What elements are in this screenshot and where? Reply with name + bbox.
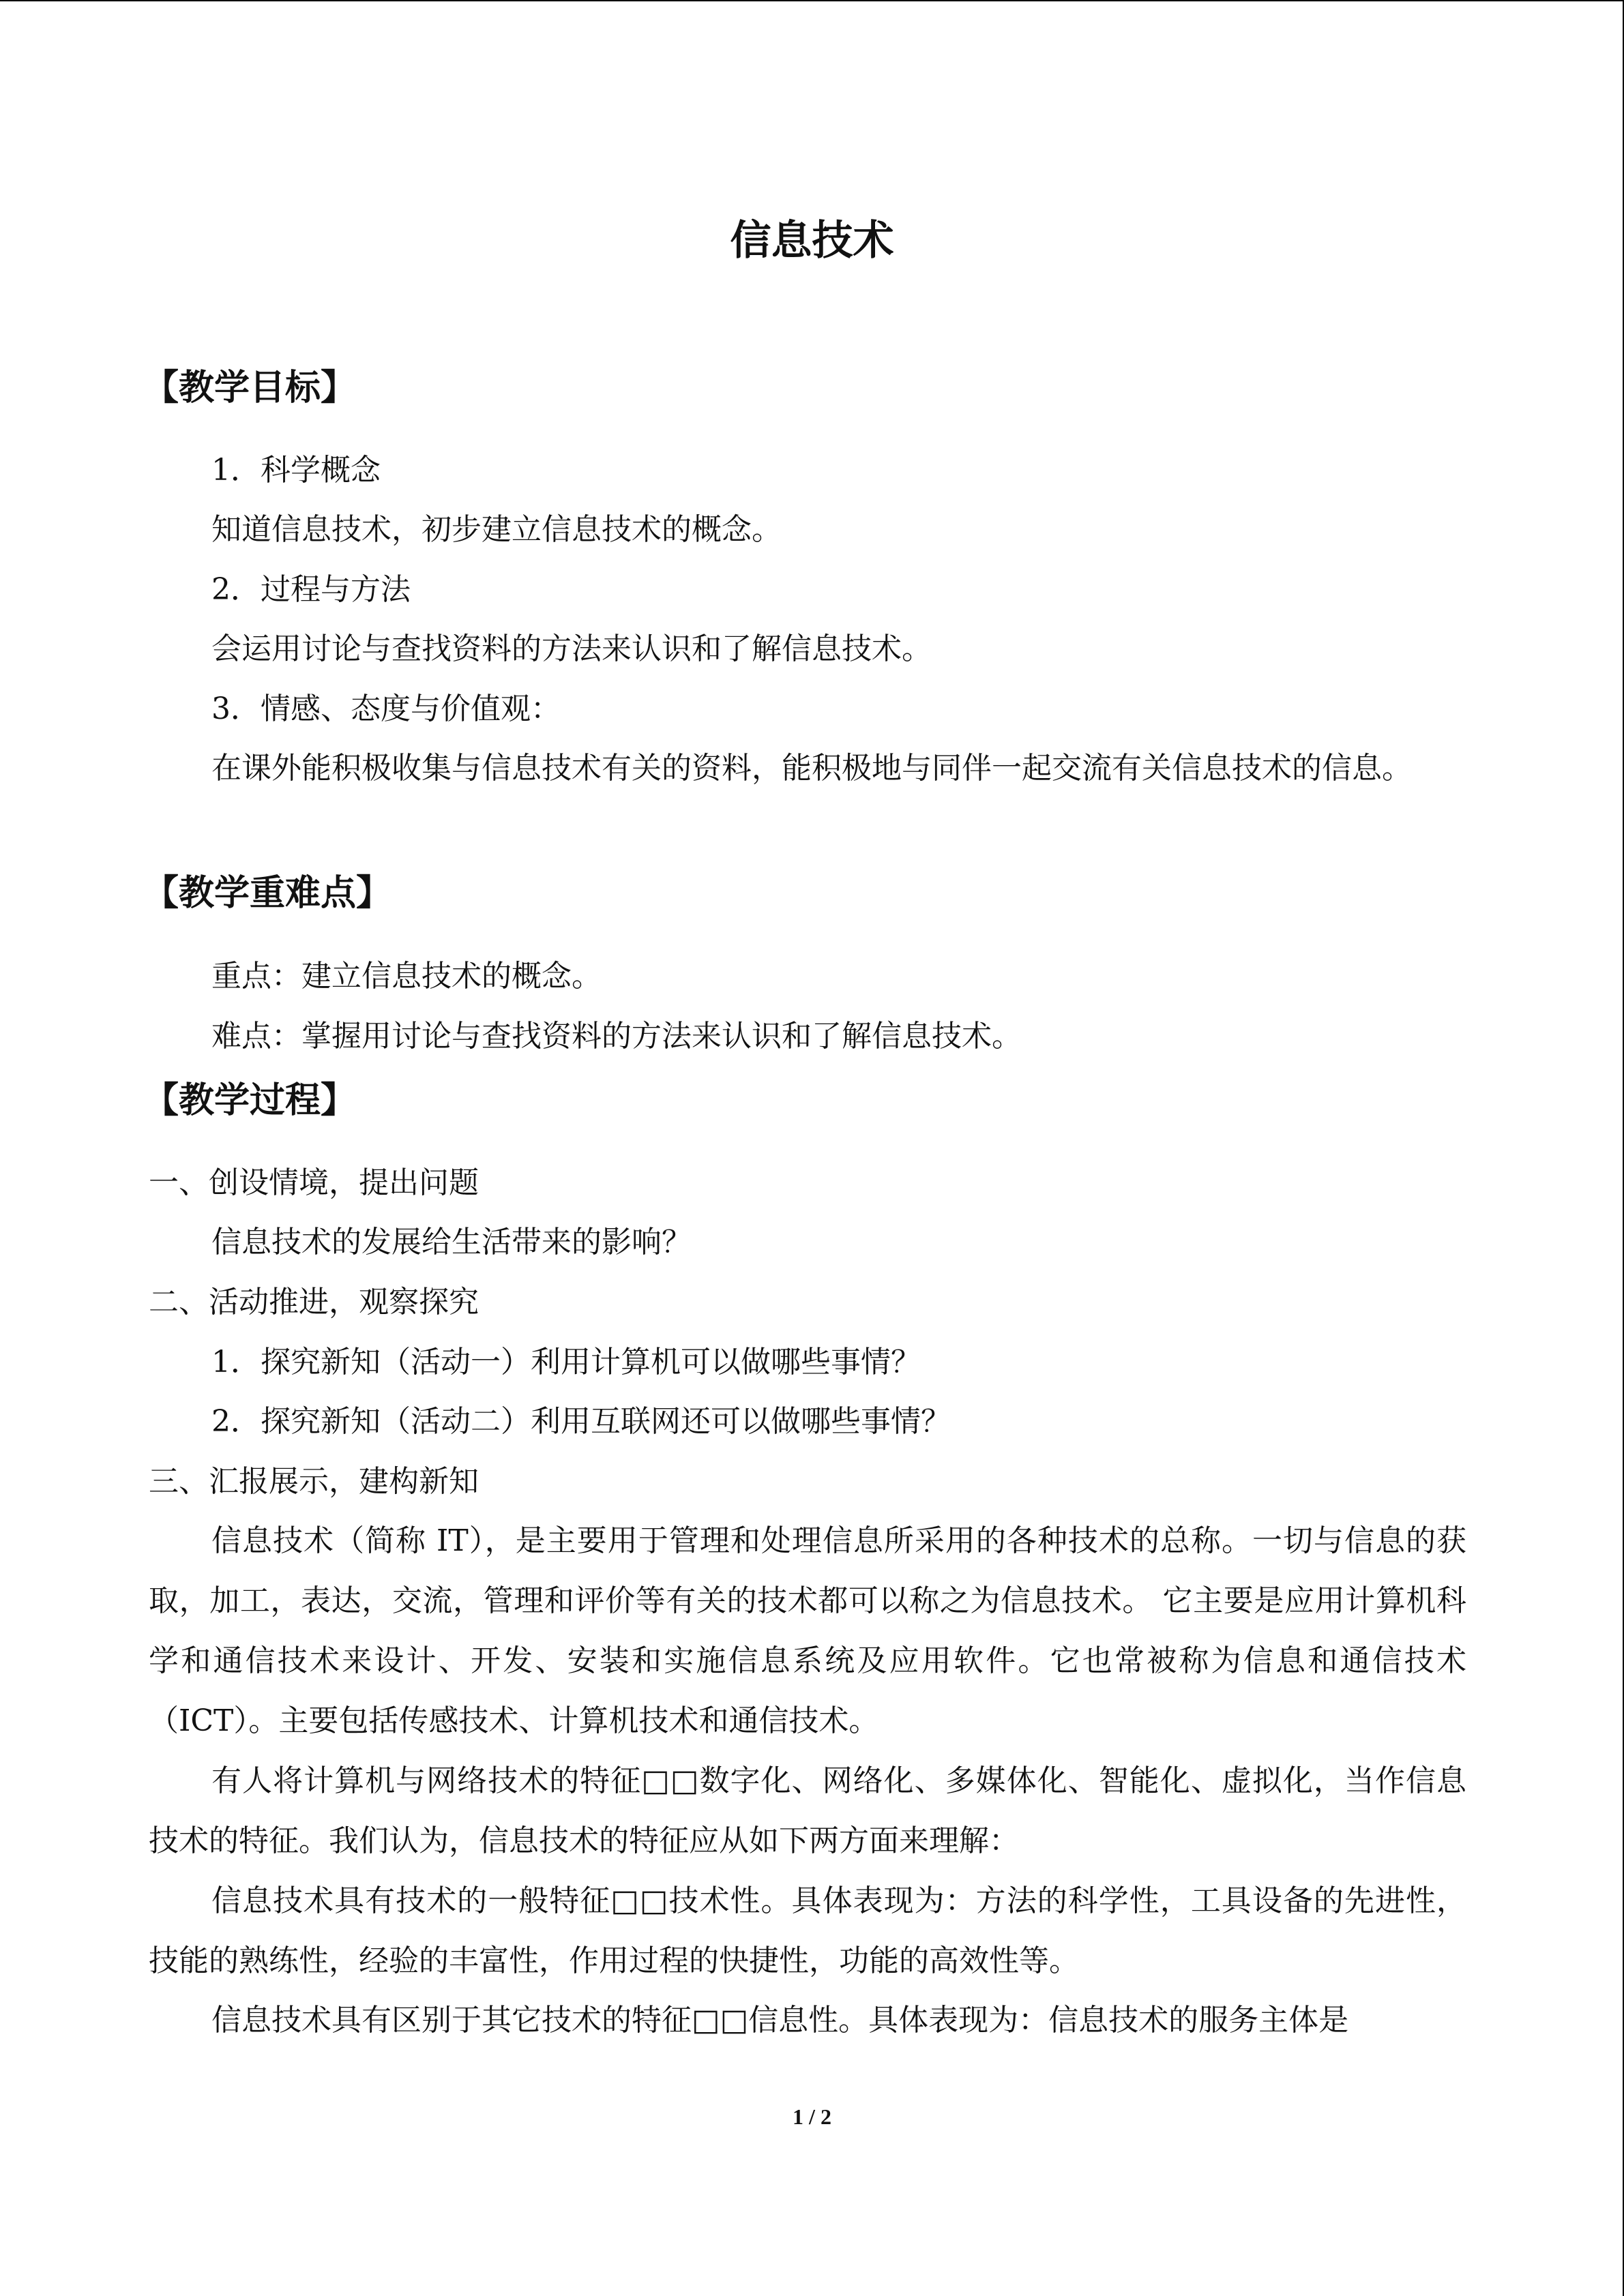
activity-2-text: 2．探究新知（活动二）利用互联网还可以做哪些事情？ [211,1404,951,1439]
section-1-text: 信息技术的发展给生活带来的影响？ [211,1225,692,1259]
paragraph-it-features: 有人将计算机与网络技术的特征□□数字化、网络化、多媒体化、智能化、虚拟化，当作信息技术的特征。我们认为，信息技术的特征应从如下两方面来理解： [149,1763,1466,1858]
paragraph-information-features: 信息技术具有区别于其它技术的特征□□信息性。具体表现为：信息技术的服务主体是 [211,2003,1349,2038]
document-title: 信息技术 [730,217,894,265]
heading-key-points: 【教学重难点】 [143,873,392,914]
difficult-point-text: 难点：掌握用讨论与查找资料的方法来认识和了解信息技术。 [211,1019,1022,1054]
heading-objectives: 【教学目标】 [143,368,357,408]
objective-2-title: 2．过程与方法 [211,572,411,607]
key-point-text: 重点：建立信息技术的概念。 [211,959,602,994]
objective-3-text: 在课外能积极收集与信息技术有关的资料，能积极地与同伴一起交流有关信息技术的信息。 [211,751,1412,786]
objective-2-text: 会运用讨论与查找资料的方法来认识和了解信息技术。 [211,631,932,666]
section-3-title: 三、汇报展示，建构新知 [149,1464,479,1499]
paragraph-it-definition: 信息技术（简称 IT），是主要用于管理和处理信息所采用的各种技术的总称。一切与信息的获取，加工，表达，交流，管理和评价等有关的技术都可以称之为信息技术。 它主要是应用计算机科学和通信技术来设计、开发、安装和实施信息系统及应用软件。它也常被称为信息和通信技术（ICT）。主要包括传感技术、计算机技术和通信技术。 [149,1523,1466,1738]
paragraph-technical-features: 信息技术具有技术的一般特征□□技术性。具体表现为：方法的科学性，工具设备的先进性，技能的熟练性，经验的丰富性，作用过程的快捷性，功能的高效性等。 [149,1883,1466,1978]
heading-process: 【教学过程】 [143,1080,357,1121]
activity-1-text: 1．探究新知（活动一）利用计算机可以做哪些事情？ [211,1345,921,1380]
section-1-title: 一、创设情境，提出问题 [149,1165,479,1200]
objective-1-title: 1．科学概念 [211,453,381,488]
section-2-title: 二、活动推进，观察探究 [149,1285,479,1320]
page-number: 1 / 2 [793,2104,831,2129]
objective-3-title: 3．情感、态度与价值观： [211,691,561,726]
objective-1-text: 知道信息技术，初步建立信息技术的概念。 [211,512,782,547]
